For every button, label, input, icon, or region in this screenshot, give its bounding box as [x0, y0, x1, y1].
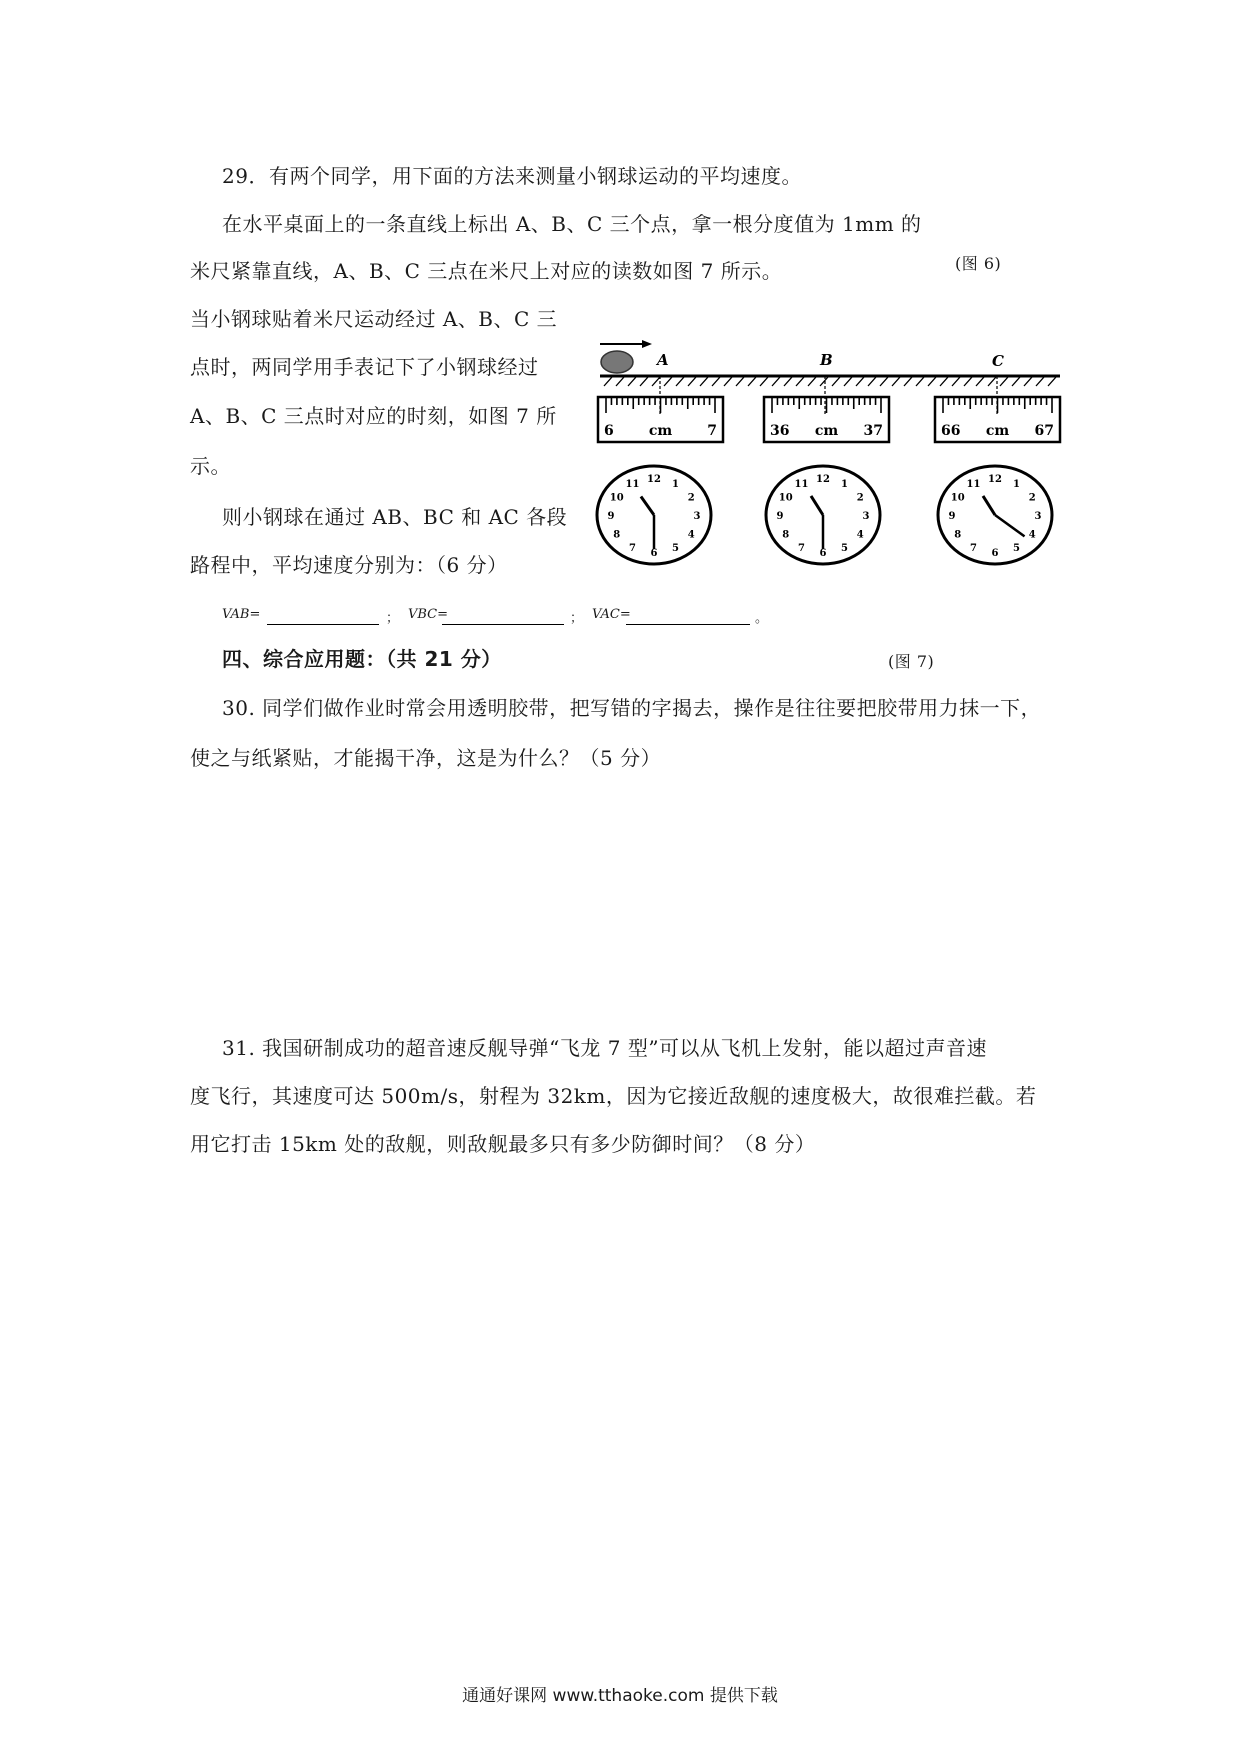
clock-number: 12: [816, 474, 830, 485]
q29-left1: 当小钢球贴着米尺运动经过 A、B、C 三: [190, 307, 558, 331]
point-label-c: C: [992, 352, 1004, 370]
q29-left5: 则小钢球在通过 AB、BC 和 AC 各段: [222, 505, 568, 529]
ruler-unit: cm: [985, 423, 1010, 439]
clock-number: 2: [687, 492, 695, 504]
ruler-2: [764, 376, 889, 442]
clock-icon-1: [597, 466, 711, 564]
hatch-line: [664, 377, 672, 386]
hatch-line: [652, 377, 660, 386]
point-label-a: A: [657, 351, 669, 369]
hatch-line: [748, 377, 756, 386]
hatch-line: [628, 377, 636, 386]
hatch-line: [640, 377, 648, 386]
clock-number: 1: [672, 478, 679, 490]
hatch-line: [904, 377, 912, 386]
clock-number: 11: [794, 478, 809, 490]
clock-number: 10: [778, 492, 793, 504]
vac-label: VAC=: [592, 607, 631, 622]
hatch-line: [820, 377, 828, 386]
clock-number: 8: [782, 529, 790, 541]
clock-number: 6: [650, 548, 658, 559]
figure-7: [0, 0, 1240, 620]
hatch-line: [880, 377, 888, 386]
hatch-line: [616, 377, 624, 386]
answer-end: 。: [755, 611, 769, 626]
clock-number: 12: [988, 474, 1002, 485]
clock-number: 11: [625, 478, 640, 490]
clock-number: 8: [613, 529, 621, 541]
hatch-line: [808, 377, 816, 386]
clock-number: 5: [672, 543, 679, 555]
clock-icon-3: [938, 466, 1052, 564]
ruler-3: [935, 376, 1060, 442]
clock-number: 9: [607, 511, 615, 522]
hatch-line: [688, 377, 696, 386]
q29-left3: A、B、C 三点时对应的时刻，如图 7 所: [190, 404, 557, 428]
motion-arrow-icon: [600, 340, 652, 348]
hatch-line: [940, 377, 948, 386]
clock-number: 11: [966, 478, 981, 490]
hatch-line: [1024, 377, 1032, 386]
ruler-right-number: 67: [1034, 423, 1054, 439]
ruler-left-number: 66: [941, 423, 961, 439]
hatch-line: [712, 377, 720, 386]
hatch-line: [916, 377, 924, 386]
section4-title: 四、综合应用题：（共 21 分）: [222, 647, 502, 671]
ruler-right-number: 7: [707, 423, 717, 439]
hatch-line: [1000, 377, 1008, 386]
clock-number: 3: [862, 511, 870, 522]
hatch-line: [724, 377, 732, 386]
hatch-line: [604, 377, 612, 386]
q30-line1: 30. 同学们做作业时常会用透明胶带，把写错的字揭去，操作是往往要把胶带用力抹一下，: [222, 696, 1042, 720]
hatch-line: [892, 377, 900, 386]
hatch-line: [796, 377, 804, 386]
clock-number: 1: [1013, 478, 1020, 490]
ruler-right-number: 37: [863, 423, 883, 439]
q29-line2: 米尺紧靠直线，A、B、C 三点在米尺上对应的读数如图 7 所示。: [190, 259, 783, 283]
hatch-line: [952, 377, 960, 386]
clock-number: 10: [609, 492, 624, 504]
hatch-line: [928, 377, 936, 386]
clock-number: 4: [856, 529, 864, 541]
q31-line1: 31. 我国研制成功的超音速反舰导弹“飞龙 7 型”可以从飞机上发射，能以超过声音速: [222, 1036, 988, 1060]
hatch-line: [988, 377, 996, 386]
q31-line2: 度飞行，其速度可达 500m/s，射程为 32km，因为它接近敌舰的速度极大，故很难拦截。若: [190, 1084, 1037, 1108]
vab-label: VAB=: [222, 607, 261, 622]
clock-number: 4: [687, 529, 695, 541]
ruler-left-number: 36: [770, 423, 790, 439]
q29-title: 29．有两个同学，用下面的方法来测量小钢球运动的平均速度。: [222, 164, 802, 188]
vbc-label: VBC=: [408, 607, 449, 622]
clock-number: 10: [950, 492, 965, 504]
hatch-line: [700, 377, 708, 386]
fig7-label: (图 7): [888, 652, 935, 671]
q31-line3: 用它打击 15km 处的敌舰，则敌舰最多只有多少防御时间？（8 分）: [190, 1132, 816, 1156]
hatch-line: [976, 377, 984, 386]
hatch-line: [772, 377, 780, 386]
footer: 通通好课网 www.tthaoke.com 提供下载: [462, 1686, 778, 1706]
hatch-line: [844, 377, 852, 386]
q29-left4: 示。: [190, 454, 231, 478]
table-hatching: [604, 377, 1056, 386]
clock-number: 7: [798, 543, 805, 555]
hatch-line: [1012, 377, 1020, 386]
q30-line2: 使之与纸紧贴，才能揭干净，这是为什么？（5 分）: [190, 746, 662, 770]
steel-ball: [601, 351, 633, 373]
clock-number: 2: [856, 492, 864, 504]
clock-number: 1: [841, 478, 848, 490]
hatch-line: [868, 377, 876, 386]
clock-number: 12: [647, 474, 661, 485]
clock-number: 6: [819, 548, 827, 559]
ruler-unit: cm: [814, 423, 839, 439]
hatch-line: [832, 377, 840, 386]
point-label-b: B: [820, 351, 833, 369]
hatch-line: [856, 377, 864, 386]
hatch-line: [1036, 377, 1044, 386]
clock-number: 3: [1034, 511, 1042, 522]
hatch-line: [784, 377, 792, 386]
hatch-line: [964, 377, 972, 386]
clock-number: 7: [970, 543, 977, 555]
clock-icon-2: [766, 466, 880, 564]
clock-number: 5: [1013, 543, 1020, 555]
clock-number: 8: [954, 529, 962, 541]
hatch-line: [1048, 377, 1056, 386]
clock-number: 9: [948, 511, 956, 522]
clock-number: 5: [841, 543, 848, 555]
ruler-left-number: 6: [604, 423, 614, 439]
hatch-line: [760, 377, 768, 386]
clock-number: 2: [1028, 492, 1036, 504]
clock-number: 4: [1028, 529, 1036, 541]
fig6-label: (图 6): [955, 254, 1002, 273]
hatch-line: [736, 377, 744, 386]
clock-number: 7: [629, 543, 636, 555]
clock-number: 9: [776, 511, 784, 522]
ruler-unit: cm: [648, 423, 673, 439]
q29-line1: 在水平桌面上的一条直线上标出 A、B、C 三个点，拿一根分度值为 1mm 的: [222, 212, 922, 236]
hatch-line: [676, 377, 684, 386]
clock-number: 6: [991, 548, 999, 559]
q29-left6: 路程中，平均速度分别为：（6 分）: [190, 553, 508, 577]
clock-number: 3: [693, 511, 701, 522]
sep-2: ；: [570, 611, 584, 626]
sep-1: ；: [386, 611, 400, 626]
q29-left2: 点时，两同学用手表记下了小钢球经过: [190, 355, 539, 379]
